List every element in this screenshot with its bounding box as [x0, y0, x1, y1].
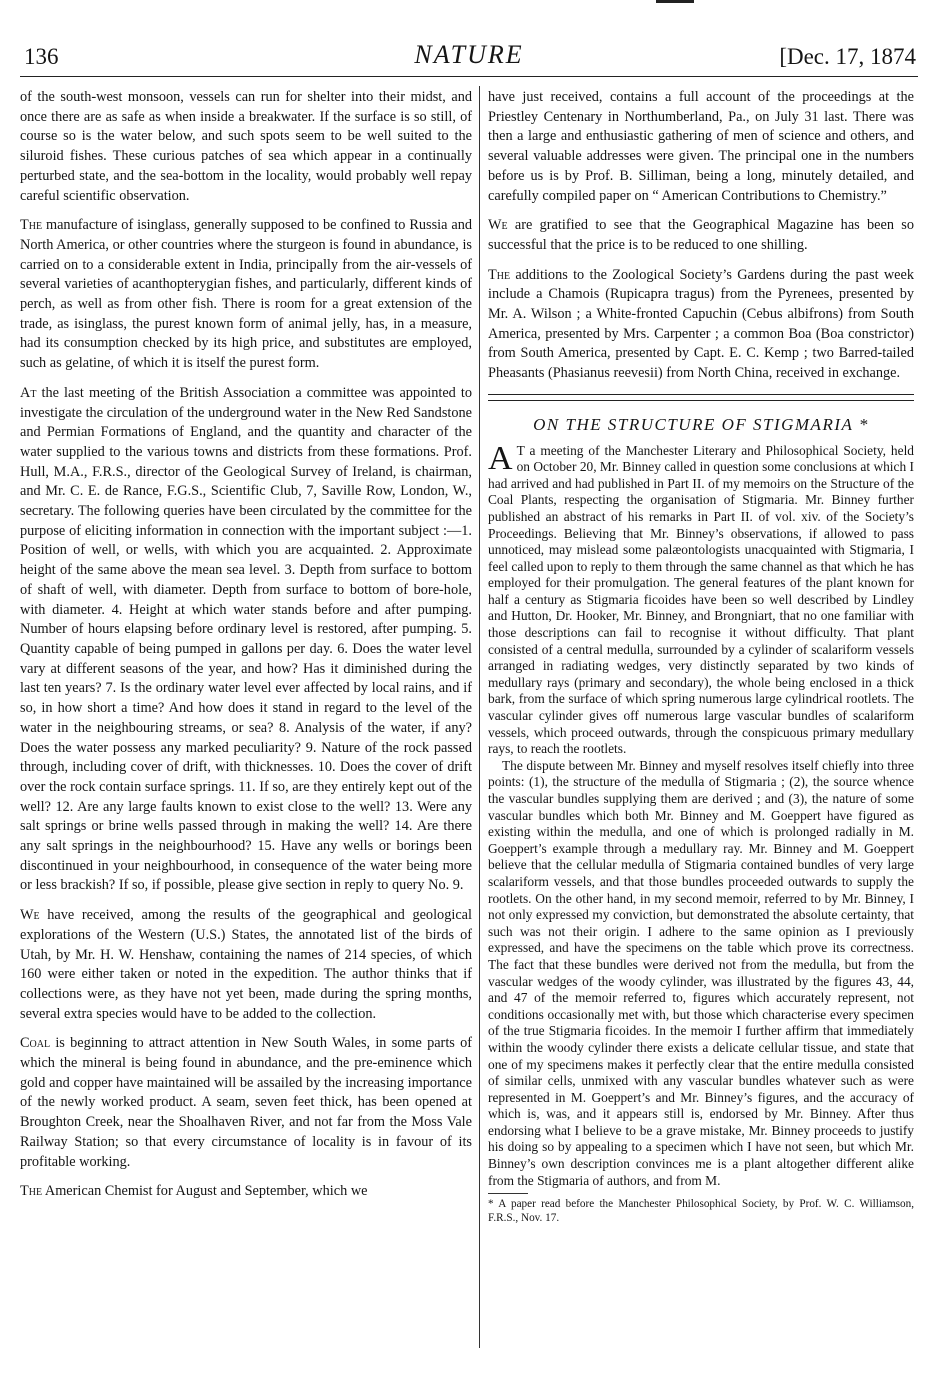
left-column: [20, 88, 472, 1212]
column-divider: [479, 86, 480, 1348]
news-note: We are gratified to see that the Geographical Magazine has been so successful that the price is to be reduced to one shilling.: [488, 217, 914, 253]
news-note: Coal is beginning to attract attention in New South Wales, in some parts of which the mineral is being found in abundance, and the pre-eminence which gold and copper have maintained will be assailed by the increasing importance of the newly worked product. A seam, seven feet thick, has been opened at Broughton Creek, near the Shoalhaven River, and not far from the Moss Vale Railway Station; so that every circumstance of locality is in favour of its profitable working.: [20, 1035, 472, 1170]
journal-title: NATURE: [414, 40, 524, 69]
article-title: ON THE STRUCTURE OF STIGMARIA *: [533, 414, 869, 434]
drop-cap: A: [488, 439, 513, 477]
issue-date: [Dec. 17, 1874: [779, 44, 916, 69]
page-number: 136: [24, 44, 59, 69]
news-note: The manufacture of isinglass, generally supposed to be confined to Russia and North America, or other countries where the sturgeon is found in abundance, is carried on to a considerable extent in India, principally from the air-vessels of several varieties of acanthopterygian fishes, and particularly, different kinds of perch, as well as from other fish. There is room for a great extension of the trade, as isinglass, the purest known form of animal jelly, has, in a measure, had its consumption checked by its high price, and substitutes are employed, such as gelatine, of which it is itself the purest form.: [20, 217, 472, 372]
article-body: [488, 439, 914, 1226]
news-note: At the last meeting of the British Association a committee was appointed to investigate the circulation of the underground water in the New Red Sandstone and Permian Formations of England, and the quantity and character of the water supplied to the various towns and districts from these formations. Prof. Hull, M.A., F.R.S., director of the Geological Survey of Ireland, is chairman, and Mr. C. E. de Rance, F.G.S., Scientific Club, 7, Saville Row, London, W., secretary. The following queries have been circulated by the committee for the purpose of eliciting information in connection with the important subject :—1. Position of well, or wells, with which you are acquainted. 2. Approximate height of the same above the mean sea level. 3. Depth from surface to bottom of shaft of well, with diameter. Depth from surface to bottom of bore-hole, with diameter. 4. Height at which water stands before and after pumping. Number of hours elapsing before ordinary level is restored, after pumping. 5. Quantity capable of being pumped in gallons per day. 6. Does the water level vary at different seasons of the year, and how? Has it diminished during the last ten years? 7. Is the ordinary water level ever affected by local rains, and if so, in how short a time? And how does it stand in regard to the level of the water in the neighbouring streams, or sea? 8. Analysis of the water, if any? Does the water possess any marked peculiarity? 9. Nature of the rock passed through, including cover of drift, with thicknesses. 10. Does the cover of drift over the rock contain surface springs. 11. If so, are they entirely kept out of the well? 12. Are any large faults known to exist close to the well? 13. Were any salt springs or brine wells passed through in making the well? 14. Are there any salt springs in the neighbourhood? 15. Have any wells or borings been discontinued in your neighbourhood, in consequence of the water being more or less brackish? If so, if possible, please give section in reply to query No. 9.: [20, 384, 472, 894]
news-note: The American Chemist for August and September, which we: [20, 1183, 368, 1200]
news-note: We have received, among the results of the geographical and geological explorations of the Western (U.S.) States, the annotated list of the birds of Utah, by Mr. H. W. Henshaw, containing the names of 214 species, of which 160 were either taken or noted in the expedition. The author thinks that if collections were, as they have not yet been, made during the spring months, several extra species would have to be added to the collection.: [20, 907, 472, 1022]
section-divider: [488, 394, 914, 401]
page-header: [20, 36, 918, 77]
footnote-rule: [488, 1193, 528, 1194]
paragraph: have just received, contains a full account of the proceedings at the Priestley Centenary in Northumberland, Pa., on July 31 last. There was then a large and enthusiastic gathering of men of science and others, and several valuable addresses were given. The principal one in the numbers before us is by Prof. B. Silliman, being a long, minutely detailed, and carefully compiled paper on “ American Contributions to Chemistry.”: [488, 89, 914, 204]
right-column: [488, 88, 914, 1225]
top-edge-mark: [656, 0, 694, 3]
paragraph: of the south-west monsoon, vessels can run for shelter into their midst, and once there are as safe as when inside a breakwater. If the surface is so still, of course so is the water below, and such spots seem to be well suited to the siluroid fishes. These curious patches of sea which appear in a continually perturbed state, and the sea-bottom in the locality, would probably well repay careful scientific observation.: [20, 89, 472, 204]
article-paragraph: The dispute between Mr. Binney and myself resolves itself chiefly into three points: (1), the structure of the medulla of Stigmaria ; (2), the source whence the vascular bundles supplying them are derived ; and (3), the nature of some vascular bundles which both Mr. Binney and M. Goeppert have figured as existing within the medulla, and one of which is prolonged radially in M. Goeppert’s example through a medullary ray. Mr. Binney and M. Goeppert believe that the cellular medulla of Stigmaria contained bundles of very large scalariform vessels, and that those bundles proceeded outwards to supply the rootlets. On the other hand, in my second memoir, referred to by Mr. Binney, I not only expressed my conviction, but demonstrated the absolute certainty, that such was not their origin. I adhere to the same opinion as I previously expressed, and have the specimens on the table which prove its correctness. The fact that these bundles were derived not from the medulla, but from the vascular wedges of the woody cylinder, was illustrated by the figures 43, 44, and 47 of the memoir referred to, figures which accurately represent, not conditions occasionally met with, but those which characterise every specimen of the true Stigmaria ficoides. In the memoir I further affirm that immediately within the woody cylinder there exists a delicate cellular tissue, and state that one of my specimens makes it perfectly clear that the entire medulla consisted of similar cells, unmixed with any vascular bundles whatever such as were represented in M. Goeppert’s and Mr. Binney’s figures, and the accuracy of which is, was, and it appears still is, endorsed by Mr. Binney. After thus endorsing what I believe to be a grave mistake, Mr. Binney proceeds to justify his doing so by appealing to a specimen which I have not seen, but which Mr. Binney’s own description convinces me is a plant altogether different alike from the Stigmaria of authors, and from M.: [488, 757, 914, 1188]
news-note: The additions to the Zoological Society’s Gardens during the past week include a Chamois (Rupicapra tragus) from the Pyrenees, presented by Mr. A. Wilson ; a White-fronted Capuchin (Cebus albifrons) from South America, presented by Mrs. Carpenter ; a common Boa (Boa constrictor) from South America, presented by Capt. E. C. Kemp ; two Barred-tailed Pheasants (Phasianus reevesii) from North China, received in exchange.: [488, 266, 914, 382]
article-paragraph: A T a meeting of the Manchester Literary and Philosophical Society, held on October 20, Mr. Binney called in question some conclusions at which I had arrived and had published in Part II. of my memoirs on the Structure of the Coal Plants, respecting the organisation of Stigmaria. Mr. Binney further published an abstract of his remarks in Part II. of vol. xiv. of the Society’s Proceedings. Believing that Mr. Binney’s observations, if allowed to pass unnoticed, may mislead some palæontologists unacquainted with Stigmaria, I feel called upon to reply to them through the same channel as that which he has employed for their promulgation. The general features of the plant known for half a century as Stigmaria ficoides have been so well described by Lindley and Hutton, Dr. Hooker, Mr. Binney, and Brongniart, that no one familiar with those descriptions can fail to recognise it without difficulty. That plant consisted of a central medulla, surrounded by a cylinder of scalariform vessels arranged in radiating wedges, very distinctly separated by two kinds of medullary rays (primary and secondary), the whole being enclosed in a thick bark, from the surface of which spring numerous large cylindrical rootlets. The vascular cylinder gives off numerous large vascular bundles of scalariform vessels, which proceed outwards, through the conspicuous primary medullary rays, to reach the rootlets.: [488, 439, 914, 757]
footnote: * A paper read before the Manchester Philosophical Society, by Prof. W. C. Williamson, F.R.S., Nov. 17.: [488, 1198, 914, 1224]
